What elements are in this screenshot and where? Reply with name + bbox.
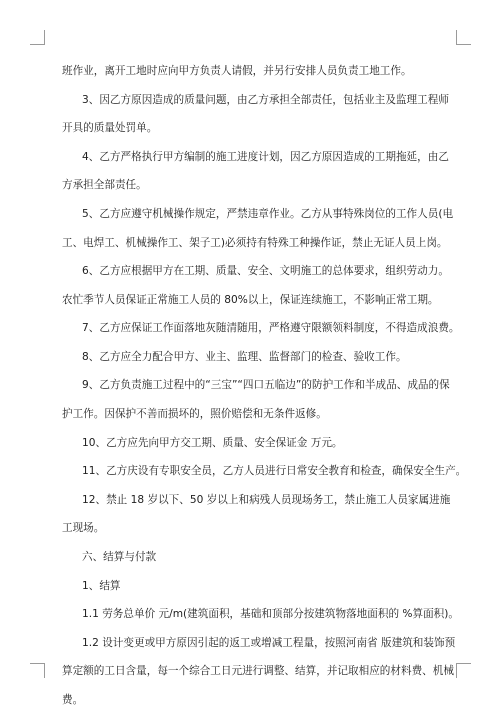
section-heading: 六、结算与付款	[82, 551, 157, 563]
subsection-heading: 1、结算	[82, 580, 121, 592]
text-line: 开具的质量处罚单。	[62, 122, 158, 134]
text-line: 班作业，离开工地时应向甲方负责人请假，并另行安排人员负责工地工作。	[62, 65, 412, 77]
text-line: 算定额的工日含量，每一个综合工日元进行调整、结算，并记取相应的材料费、机械	[62, 665, 454, 677]
text-line: 7、乙方应保证工作面落地灰随清随用，严格遵守限额领料制度，不得造成浪费。	[82, 322, 460, 334]
text-line: 费。	[62, 694, 84, 706]
text-line: 1.2 设计变更或甲方原因引起的返工或增减工程量，按照河南省 版建筑和装饰预	[82, 637, 456, 649]
text-line: 11、乙方庆设有专职安全员，乙方人员进行日常安全教育和检查，确保安全生产。	[82, 465, 467, 477]
text-line: 5、乙方应遵守机械操作规定，严禁违章作业。乙方从事特殊岗位的工作人员(电	[82, 208, 454, 220]
text-line: 6、乙方应根据甲方在工期、质量、安全、文明施工的总体要求，组织劳动力。	[82, 265, 449, 277]
crop-mark-bottom-right	[456, 663, 471, 678]
text-line: 工现场。	[62, 522, 105, 534]
text-line: 12、禁止 18 岁以下、50 岁以上和病残人员现场务工，禁止施工人员家属进施	[82, 494, 451, 506]
text-line: 1.1 劳务总单价 元/m(建筑面积，基础和顶部分按建筑物落地面积的 %算面积)。	[82, 608, 459, 620]
text-line: 工、电焊工、机械操作工、架子工)必须持有特殊工种操作证，禁止无证人员上岗。	[62, 237, 448, 249]
text-line: 护工作。因保护不善而损坏的，照价赔偿和无条件返修。	[62, 408, 327, 420]
text-line: 10、乙方应先向甲方交工期、质量、安全保证金 万元。	[82, 437, 343, 449]
crop-mark-bottom-left	[30, 663, 45, 678]
crop-mark-top-left	[30, 30, 45, 45]
text-line: 方承担全部责任。	[62, 179, 147, 191]
text-line: 8、乙方应全力配合甲方、业主、监理、监督部门的检查、验收工作。	[82, 351, 407, 363]
text-line: 4、乙方严格执行甲方编制的施工进度计划，因乙方原因造成的工期拖延，由乙	[82, 151, 449, 163]
text-line: 9、乙方负责施工过程中的“三宝”“四口五临边”的防护工作和半成品、成品的保	[82, 379, 450, 391]
text-line: 农忙季节人员保证正常施工人员的 80%以上，保证连续施工，不影响正常工期。	[62, 294, 439, 306]
crop-mark-top-right	[456, 30, 471, 45]
text-line: 3、因乙方原因造成的质量问题，由乙方承担全部责任，包括业主及监理工程师	[82, 94, 449, 106]
